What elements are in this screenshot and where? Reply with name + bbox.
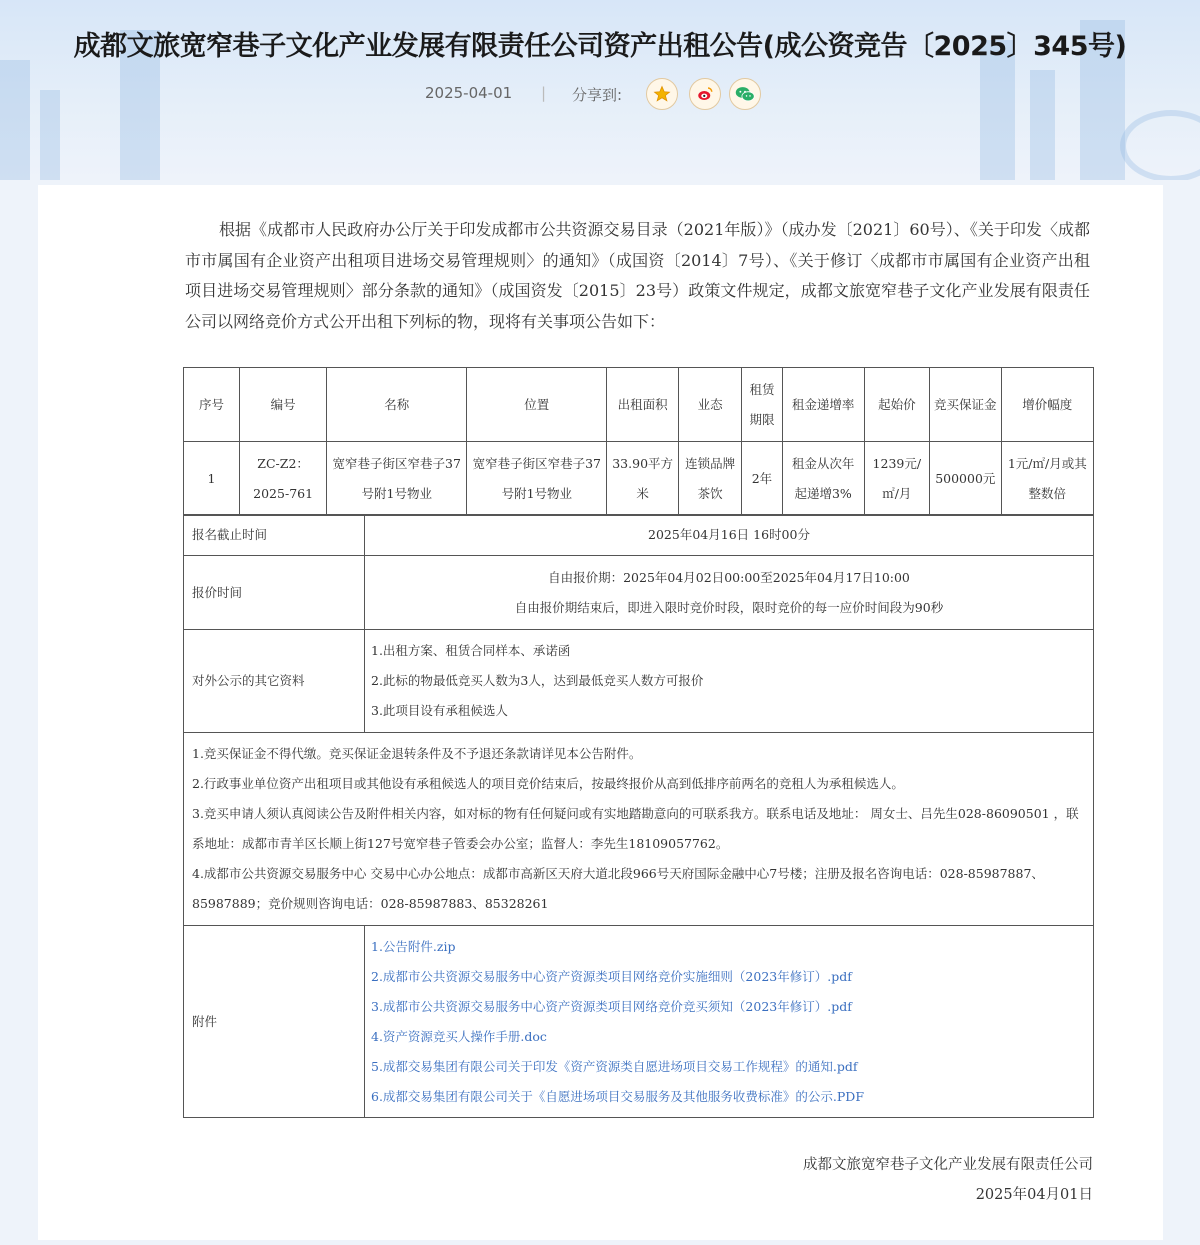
attachments-label: 附件 — [184, 926, 365, 1118]
header-cell: 位置 — [467, 368, 607, 442]
cell-business: 连锁品牌茶饮 — [678, 442, 741, 516]
header-cell: 竞买保证金 — [930, 368, 1002, 442]
table-header-row — [184, 368, 1094, 442]
cell-increase: 租金从次年起递增3% — [782, 442, 864, 516]
header-cell: 编号 — [240, 368, 327, 442]
header-cell: 业态 — [678, 368, 741, 442]
cell-area: 33.90平方米 — [607, 442, 679, 516]
table-row — [184, 442, 1094, 516]
deadline-value: 2025年04月16日 16时00分 — [365, 515, 1094, 556]
cell-name: 宽窄巷子街区窄巷子37号附1号物业 — [327, 442, 467, 516]
note-item: 4.成都市公共资源交易服务中心 交易中心办公地点：成都市高新区天府大道北段966号天府国际金融中心7号楼；注册及报名咨询电话：028-85987887、85987889；竞价规则咨询电话：028-85987883、85328261 — [192, 866, 1044, 911]
notes-cell — [184, 733, 1094, 926]
other-info-value — [365, 630, 1094, 733]
intro-paragraph: 根据《成都市人民政府办公厅关于印发成都市公共资源交易目录（2021年版）》（成办发〔2021〕60号）、《关于印发〈成都市市属国有企业资产出租项目进场交易管理规则〉的通知》（成国资〔2014〕7号）、《关于修订〈成都市市属国有企业资产出租项目进场交易管理规则〉部分条款的通知》（成国资发〔2015〕23号）政策文件规定，成都文旅宽窄巷子文化产业发展有限责任公司以网络竞价方式公开出租下列标的物，现将有关事项公告如下： — [185, 220, 1090, 331]
quote-line: 自由报价期：2025年04月02日00:00至2025年04月17日10:00 — [548, 569, 910, 585]
deadline-row — [184, 515, 1094, 556]
deadline-label: 报名截止时间 — [184, 515, 365, 556]
signature-company: 成都文旅宽窄巷子文化产业发展有限责任公司 — [803, 1157, 1093, 1173]
other-info-line: 2.此标的物最低竞买人数为3人，达到最低竞买人数方可报价 — [371, 673, 704, 688]
quote-line: 自由报价期结束后，即进入限时竞价时段，限时竞价的每一应价时间段为90秒 — [514, 599, 944, 615]
cell-step: 1元/㎡/月或其整数倍 — [1001, 442, 1093, 516]
signature-date: 2025年04月01日 — [975, 1187, 1093, 1203]
cell-term: 2年 — [742, 442, 782, 516]
attachment-link[interactable]: 6.成都交易集团有限公司关于《自愿进场项目交易服务及其他服务收费标准》的公示.PDF — [371, 1088, 865, 1104]
header-cell: 增价幅度 — [1001, 368, 1093, 442]
notes-row — [184, 733, 1094, 926]
attachments-list — [365, 926, 1094, 1118]
header-cell: 出租面积 — [607, 368, 679, 442]
header-cell: 起始价 — [864, 368, 929, 442]
other-info-row — [184, 630, 1094, 733]
cell-start-price: 1239元/㎡/月 — [864, 442, 929, 516]
cell-code: ZC-Z2：2025-761 — [240, 442, 327, 516]
quote-label: 报价时间 — [184, 556, 365, 630]
cell-location: 宽窄巷子街区窄巷子37号附1号物业 — [467, 442, 607, 516]
share-label: 分享到: — [572, 86, 623, 104]
attachment-link[interactable]: 3.成都市公共资源交易服务中心资产资源类项目网络竞价竞买须知（2023年修订）.pdf — [371, 998, 852, 1014]
attachment-link[interactable]: 1.公告附件.zip — [371, 938, 456, 954]
lot-table — [183, 367, 1094, 516]
wechat-icon[interactable] — [729, 78, 761, 110]
info-table — [183, 514, 1094, 1118]
cell-index: 1 — [184, 442, 240, 516]
attachment-link[interactable]: 2.成都市公共资源交易服务中心资产资源类项目网络竞价实施细则（2023年修订）.pdf — [371, 968, 852, 984]
attachments-row — [184, 926, 1094, 1118]
quote-value — [365, 556, 1094, 630]
weibo-icon[interactable] — [689, 78, 721, 110]
other-info-line: 3.此项目设有承租候选人 — [371, 703, 508, 718]
note-item: 1.竞买保证金不得代缴。竞买保证金退转条件及不予退还条款请详见本公告附件。 — [192, 746, 642, 761]
attachment-link[interactable]: 5.成都交易集团有限公司关于印发《资产资源类自愿进场项目交易工作规程》的通知.pdf — [371, 1058, 858, 1074]
note-item: 2.行政事业单位资产出租项目或其他设有承租候选人的项目竞价结束后，按最终报价从高到低排序前两名的竞租人为承租候选人。 — [192, 776, 904, 791]
attachment-link[interactable]: 4.资产资源竞买人操作手册.doc — [371, 1028, 547, 1044]
cell-deposit: 500000元 — [930, 442, 1002, 516]
publish-date: 2025-04-01 — [425, 84, 513, 102]
article-meta — [0, 78, 1200, 108]
meta-divider: | — [541, 84, 547, 102]
header-cell: 租金递增率 — [782, 368, 864, 442]
header-cell: 序号 — [184, 368, 240, 442]
other-info-label: 对外公示的其它资料 — [184, 630, 365, 733]
other-info-line: 1.出租方案、租赁合同样本、承诺函 — [371, 643, 571, 658]
note-item: 3.竞买申请人须认真阅读公告及附件相关内容，如对标的物有任何疑问或有实地踏勘意向的可联系我方。联系电话及地址： 周女士、吕先生028-86090501 ，联系地址：成都市青羊区长顺上街127号宽窄巷子管委会办公室；监督人：李先生18109057762。 — [192, 806, 1079, 851]
header-cell: 租赁期限 — [742, 368, 782, 442]
star-icon[interactable] — [646, 78, 678, 110]
page-title: 成都文旅宽窄巷子文化产业发展有限责任公司资产出租公告(成公资竞告〔2025〕345号) — [73, 31, 1127, 62]
header-cell: 名称 — [327, 368, 467, 442]
quote-row — [184, 556, 1094, 630]
